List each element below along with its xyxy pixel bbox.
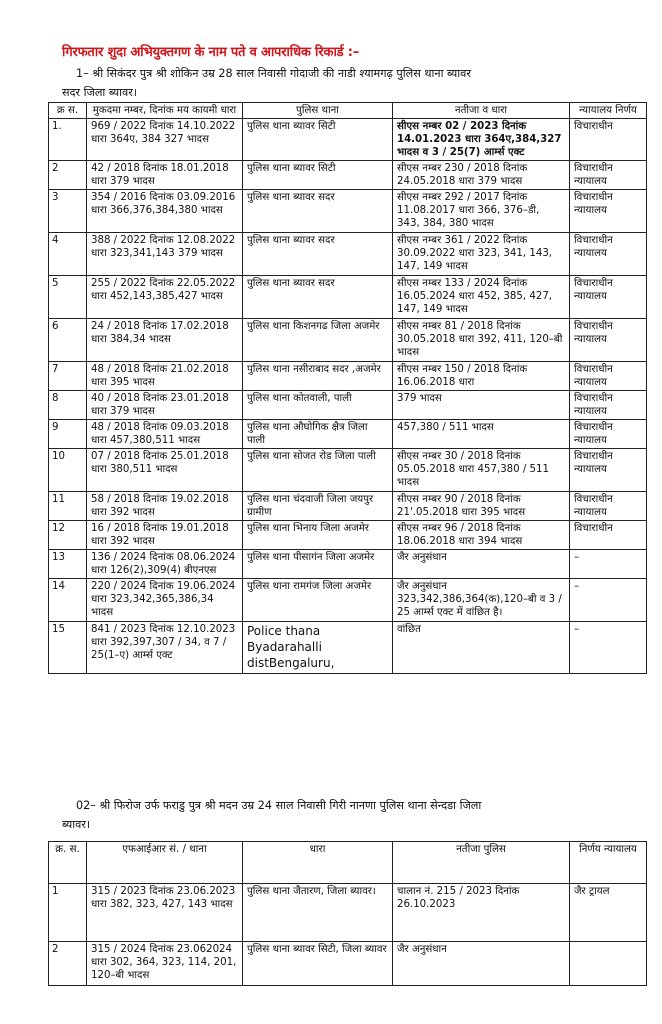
cell-decision: विचाराधीन — [570, 521, 647, 550]
cell-case: 16 / 2018 दिनांक 19.01.2018 धारा 392 भादस — [87, 521, 243, 550]
cell-station: Police thana Byadarahalli distBengaluru, — [243, 622, 393, 674]
cell-station: पुलिस थाना सोजत रोड जिला पाली — [243, 449, 393, 492]
cell-sn: 8 — [49, 391, 87, 420]
table-row — [49, 521, 647, 550]
cell-sn: 1. — [49, 119, 87, 161]
header-sn: क्र. स. — [49, 842, 87, 884]
cell-case: 315 / 2023 दिनांक 23.06.2023 धारा 382, 323, 427, 143 भादस — [87, 884, 243, 942]
cell-decision: – — [570, 622, 647, 674]
cell-station: पुलिस थाना रामगंज जिला अजमेर — [243, 579, 393, 622]
table-row — [49, 622, 647, 674]
cell-decision: विचाराधीन न्यायालय — [570, 319, 647, 362]
accused-1-line1: 1– श्री सिकंदर पुत्र श्री शोकिन उम्र 28 साल निवासी गोदाजी की नाडी श्यामगढ़ पुलिस थाना ब्यावर — [76, 67, 471, 80]
table-row — [49, 391, 647, 420]
cell-result: सीएस नम्बर 30 / 2018 दिनांक 05.05.2018 धारा 457,380 / 511 भादस — [393, 449, 570, 492]
criminal-record-table-2 — [48, 841, 647, 986]
cell-result: 457,380 / 511 भादस — [393, 420, 570, 449]
cell-station: पुलिस थाना कोतवाली, पाली — [243, 391, 393, 420]
cell-station: पुलिस थाना चंदवाजी जिला जयपुर ग्रामीण — [243, 492, 393, 521]
cell-station: पुलिस थाना किशनगढ जिला अजमेर — [243, 319, 393, 362]
cell-case: 841 / 2023 दिनांक 12.10.2023 धारा 392,397,307 / 34, व 7 / 25(1–ए) आर्म्स एक्ट — [87, 622, 243, 674]
table-header-row — [49, 103, 647, 119]
header-decision: न्यायालय निर्णय — [570, 103, 647, 119]
cell-result: सीएस नम्बर 90 / 2018 दिनांक 21'.05.2018 धारा 395 भादस — [393, 492, 570, 521]
accused-2-line2: ब्यावर। — [62, 818, 91, 831]
table-row — [49, 942, 647, 986]
table-row — [49, 233, 647, 276]
cell-station: पुलिस थाना ब्यावर सदर — [243, 233, 393, 276]
table-row — [49, 319, 647, 362]
cell-result: सीएस नम्बर 230 / 2018 दिनांक 24.05.2018 धारा 379 भादस — [393, 161, 570, 190]
cell-decision: विचाराधीन न्यायालय — [570, 276, 647, 319]
table-row — [49, 449, 647, 492]
cell-sn: 4 — [49, 233, 87, 276]
document-title: गिरफतार शुदा अभियुक्तगण के नाम पते व आपराधिक रिकार्ड :– — [62, 45, 359, 60]
cell-result: सीएस नम्बर 133 / 2024 दिनांक 16.05.2024 धारा 452, 385, 427, 147, 149 भादस — [393, 276, 570, 319]
cell-result: वांछित — [393, 622, 570, 674]
cell-decision: विचाराधीन न्यायालय — [570, 449, 647, 492]
cell-decision: विचाराधीन न्यायालय — [570, 190, 647, 233]
cell-case: 42 / 2018 दिनांक 18.01.2018 धारा 379 भादस — [87, 161, 243, 190]
header-police-result: नतीजा पुलिस — [393, 842, 570, 884]
cell-case: 220 / 2024 दिनांक 19.06.2024 धारा 323,342,365,386,34 भादस — [87, 579, 243, 622]
cell-station: पुलिस थाना ब्यावर सदर — [243, 276, 393, 319]
accused-1-details — [62, 64, 622, 102]
cell-result: सीएस नम्बर 150 / 2018 दिनांक 16.06.2018 धारा — [393, 362, 570, 391]
table-row — [49, 161, 647, 190]
cell-result: सीएस नम्बर 361 / 2022 दिनांक 30.09.2022 धारा 323, 341, 143, 147, 149 भादस — [393, 233, 570, 276]
cell-station: पुलिस थाना ब्यावर सिटी — [243, 161, 393, 190]
table-row — [49, 579, 647, 622]
cell-sn: 15 — [49, 622, 87, 674]
cell-case: 388 / 2022 दिनांक 12.08.2022 धारा 323,341,143 379 भादस — [87, 233, 243, 276]
header-sn: क्र स. — [49, 103, 87, 119]
cell-sn: 2 — [49, 161, 87, 190]
cell-decision: विचाराधीन — [570, 119, 647, 161]
table-row — [49, 492, 647, 521]
table-header-row — [49, 842, 647, 884]
cell-decision: विचाराधीन न्यायालय — [570, 233, 647, 276]
table-row — [49, 190, 647, 233]
cell-sn: 12 — [49, 521, 87, 550]
cell-case: 255 / 2022 दिनांक 22.05.2022 धारा 452,143,385,427 भादस — [87, 276, 243, 319]
cell-sn: 10 — [49, 449, 87, 492]
cell-sn: 3 — [49, 190, 87, 233]
cell-sn: 2 — [49, 942, 87, 986]
cell-sn: 11 — [49, 492, 87, 521]
cell-result: 379 भादस — [393, 391, 570, 420]
cell-sn: 7 — [49, 362, 87, 391]
cell-decision — [570, 942, 647, 986]
cell-sn: 14 — [49, 579, 87, 622]
cell-sn: 5 — [49, 276, 87, 319]
cell-decision: विचाराधीन न्यायालय — [570, 420, 647, 449]
cell-result: सीएस नम्बर 81 / 2018 दिनांक 30.05.2018 धारा 392, 411, 120–बी भादस — [393, 319, 570, 362]
cell-sn: 13 — [49, 550, 87, 579]
cell-case: 58 / 2018 दिनांक 19.02.2018 धारा 392 भादस — [87, 492, 243, 521]
cell-decision: – — [570, 550, 647, 579]
cell-case: 48 / 2018 दिनांक 21.02.2018 धारा 395 भादस — [87, 362, 243, 391]
cell-decision: विचाराधीन न्यायालय — [570, 362, 647, 391]
cell-case: 07 / 2018 दिनांक 25.01.2018 धारा 380,511 भादस — [87, 449, 243, 492]
cell-station: पुलिस थाना ब्यावर सिटी — [243, 119, 393, 161]
cell-station: पुलिस थाना पीसागंन जिला अजमेर — [243, 550, 393, 579]
accused-2-line1: 02– श्री फिरोज उर्फ फराडु पुत्र श्री मदन उम्र 24 साल निवासी गिरी नानणा पुलिस थाना सेन्दडा जिला — [76, 799, 482, 812]
cell-result: सीएस नम्बर 292 / 2017 दिनांक 11.08.2017 धारा 366, 376–डी, 343, 384, 380 भादस — [393, 190, 570, 233]
table-row — [49, 362, 647, 391]
cell-case: 315 / 2024 दिनांक 23.062024 धारा 302, 364, 323, 114, 201, 120–बी भादस — [87, 942, 243, 986]
cell-case: 40 / 2018 दिनांक 23.01.2018 धारा 379 भादस — [87, 391, 243, 420]
table-row — [49, 420, 647, 449]
cell-decision: विचाराधीन न्यायालय — [570, 391, 647, 420]
accused-1-line2: सदर जिला ब्यावर। — [62, 86, 138, 99]
header-court-decision: निर्णय न्यायालय — [570, 842, 647, 884]
cell-case: 136 / 2024 दिनांक 08.06.2024 धारा 126(2),309(4) बीएनएस — [87, 550, 243, 579]
cell-result: जैर अनुसंधान 323,342,386,364(क),120–बी व 3 / 25 आर्म्स एक्ट में वांछित है। — [393, 579, 570, 622]
cell-station: पुलिस थाना ब्यावर सदर — [243, 190, 393, 233]
cell-case: 354 / 2016 दिनांक 03.09.2016 धारा 366,376,384,380 भादस — [87, 190, 243, 233]
criminal-record-table-1 — [48, 102, 647, 674]
cell-decision: जैर ट्रायल — [570, 884, 647, 942]
cell-result: जैर अनुसंधान — [393, 550, 570, 579]
cell-decision: विचाराधीन न्यायालय — [570, 161, 647, 190]
table-row — [49, 276, 647, 319]
cell-station: पुलिस थाना नसीराबाद सदर ,अजमेर — [243, 362, 393, 391]
header-case: मुकदमा नम्बर, दिनांक मय कायमी धारा — [87, 103, 243, 119]
cell-case: 969 / 2022 दिनांक 14.10.2022 धारा 364ए, 384 327 भादस — [87, 119, 243, 161]
cell-station: पुलिस थाना भिनाय जिला अजमेर — [243, 521, 393, 550]
cell-result: जैर अनुसंधान — [393, 942, 570, 986]
header-result: नतीजा व धारा — [393, 103, 570, 119]
cell-station: पुलिस थाना औघोगिक क्षैत्र जिला पाली — [243, 420, 393, 449]
cell-decision: – — [570, 579, 647, 622]
header-section: धारा — [243, 842, 393, 884]
table-row — [49, 119, 647, 161]
cell-result: सीएस नम्बर 02 / 2023 दिनांक 14.01.2023 धारा 364ए,384,327 भादस व 3 / 25(7) आर्म्स एक्ट — [393, 119, 570, 161]
cell-case: 48 / 2018 दिनांक 09.03.2018 धारा 457,380,511 भादस — [87, 420, 243, 449]
cell-decision: विचाराधीन न्यायालय — [570, 492, 647, 521]
cell-case: 24 / 2018 दिनांक 17.02.2018 धारा 384,34 भादस — [87, 319, 243, 362]
cell-sn: 9 — [49, 420, 87, 449]
cell-result: सीएस नम्बर 96 / 2018 दिनांक 18.06.2018 धारा 394 भादस — [393, 521, 570, 550]
header-fir: एफआईआर सं. / थाना — [87, 842, 243, 884]
table-row — [49, 884, 647, 942]
accused-2-details — [62, 796, 622, 834]
cell-sn: 6 — [49, 319, 87, 362]
cell-result: चालान नं. 215 / 2023 दिनांक 26.10.2023 — [393, 884, 570, 942]
table-row — [49, 550, 647, 579]
cell-sn: 1 — [49, 884, 87, 942]
cell-station: पुलिस थाना जैतारण, जिला ब्यावर। — [243, 884, 393, 942]
cell-station: पुलिस थाना ब्यावर सिटी, जिला ब्यावर — [243, 942, 393, 986]
header-station: पुलिस थाना — [243, 103, 393, 119]
